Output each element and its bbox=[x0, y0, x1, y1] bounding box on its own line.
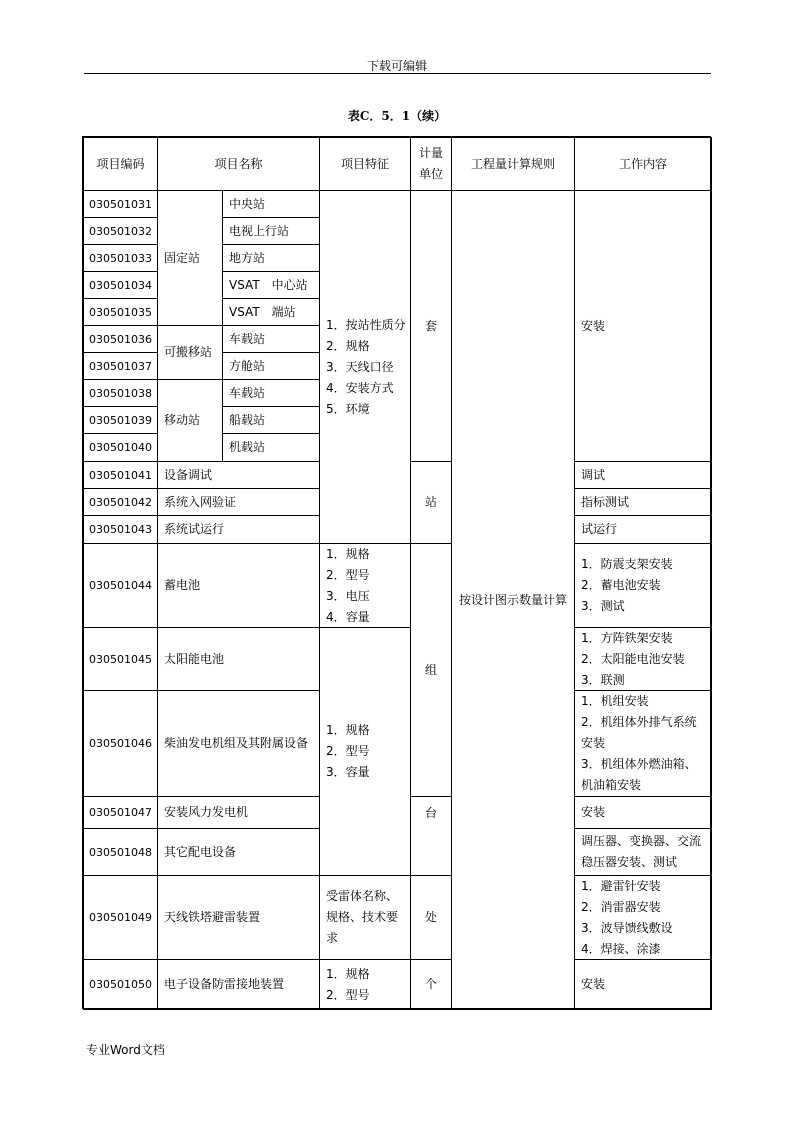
work-trial-run: 试运行 bbox=[574, 515, 712, 544]
work-distribution bbox=[574, 828, 712, 876]
code-030501046: 030501046 bbox=[83, 690, 158, 797]
feature-line: 2．型号 bbox=[326, 744, 370, 758]
work-line: 3．波导馈线敷设 bbox=[581, 920, 673, 935]
code-030501041: 030501041 bbox=[83, 461, 158, 489]
name-battery: 蓄电池 bbox=[157, 543, 320, 628]
work-wind: 安装 bbox=[574, 796, 712, 829]
unit-set: 套 bbox=[410, 190, 452, 462]
feature-line: 4．安装方式 bbox=[326, 380, 394, 395]
feature-line: 3．天线口径 bbox=[326, 359, 394, 374]
header-feature: 项目特征 bbox=[319, 137, 411, 191]
feature-text: 受雷体名称、规格、技术要求 bbox=[326, 889, 399, 945]
feature-line: 2．型号 bbox=[326, 567, 370, 582]
feature-line: 1．规格 bbox=[326, 966, 370, 981]
name-other-distribution: 其它配电设备 bbox=[157, 828, 320, 876]
name-trial-run: 系统试运行 bbox=[157, 515, 320, 544]
work-line: 3．测试 bbox=[581, 599, 625, 613]
feature-line: 2．型号 bbox=[326, 987, 370, 1002]
name-solar-cell: 太阳能电池 bbox=[157, 627, 320, 691]
page-header: 下载可编辑 bbox=[366, 59, 427, 73]
subname-tv-uplink: 电视上行站 bbox=[222, 217, 320, 245]
header-divider bbox=[84, 73, 711, 74]
work-battery bbox=[574, 543, 712, 628]
code-030501048: 030501048 bbox=[83, 828, 158, 876]
code-030501045: 030501045 bbox=[83, 627, 158, 691]
work-line: 1．方阵铁架安装 bbox=[581, 630, 673, 645]
calculation-rule: 按设计图示数量计算 bbox=[451, 190, 575, 1010]
feature-station-list bbox=[319, 190, 411, 544]
header-unit: 计量单位 bbox=[410, 137, 452, 191]
work-grounding: 安装 bbox=[574, 959, 712, 1010]
code-030501047: 030501047 bbox=[83, 796, 158, 829]
unit-station: 站 bbox=[410, 461, 452, 544]
feature-battery-list bbox=[319, 543, 411, 628]
unit-machine: 台 bbox=[410, 796, 452, 876]
work-lightning bbox=[574, 875, 712, 960]
table-title: 表C．5．1（续） bbox=[347, 109, 447, 123]
code-030501034: 030501034 bbox=[83, 271, 158, 299]
group-portable-station: 可搬移站 bbox=[157, 325, 223, 380]
code-030501042: 030501042 bbox=[83, 488, 158, 516]
feature-line: 2．规格 bbox=[326, 338, 370, 353]
name-grounding-device: 电子设备防雷接地装置 bbox=[157, 959, 320, 1010]
code-030501050: 030501050 bbox=[83, 959, 158, 1010]
work-text: 调压器、变换器、交流稳压器安装、测试 bbox=[581, 834, 702, 869]
feature-line: 1．规格 bbox=[326, 723, 370, 737]
code-030501031: 030501031 bbox=[83, 190, 158, 218]
code-030501038: 030501038 bbox=[83, 379, 158, 407]
feature-lightning bbox=[319, 875, 411, 960]
work-line: 1．机组安装 bbox=[581, 694, 649, 708]
work-line: 4．焊接、涂漆 bbox=[581, 941, 661, 956]
name-equipment-debug: 设备调试 bbox=[157, 461, 320, 489]
unit-place: 处 bbox=[410, 875, 452, 960]
code-030501036: 030501036 bbox=[83, 325, 158, 353]
work-index-test: 指标测试 bbox=[574, 488, 712, 516]
work-line: 3．联测 bbox=[581, 672, 625, 687]
subname-central: 中央站 bbox=[222, 190, 320, 218]
subname-local: 地方站 bbox=[222, 244, 320, 272]
work-line: 2．机组体外排气系统安装 bbox=[581, 715, 697, 750]
subname-airborne: 机载站 bbox=[222, 433, 320, 462]
work-solar bbox=[574, 627, 712, 691]
work-debug: 调试 bbox=[574, 461, 712, 489]
code-030501040: 030501040 bbox=[83, 433, 158, 462]
feature-line: 3．电压 bbox=[326, 588, 370, 603]
group-mobile-station: 移动站 bbox=[157, 379, 223, 462]
subname-vsat-hub: VSAT 中心站 bbox=[222, 271, 320, 299]
work-line: 1．防震支架安装 bbox=[581, 557, 673, 571]
feature-line: 5．环境 bbox=[326, 401, 370, 416]
unit-group: 组 bbox=[410, 543, 452, 797]
header-rule: 工程量计算规则 bbox=[451, 137, 575, 191]
code-030501033: 030501033 bbox=[83, 244, 158, 272]
name-diesel-generator: 柴油发电机组及其附属设备 bbox=[157, 690, 320, 797]
unit-piece: 个 bbox=[410, 959, 452, 1010]
feature-line: 1．按站性质分 bbox=[326, 317, 406, 332]
group-fixed-station: 固定站 bbox=[157, 190, 223, 326]
code-030501035: 030501035 bbox=[83, 298, 158, 326]
name-tower-lightning: 天线铁塔避雷装置 bbox=[157, 875, 320, 960]
feature-grounding-list bbox=[319, 959, 411, 1010]
quantity-table bbox=[82, 136, 711, 1009]
code-030501039: 030501039 bbox=[83, 406, 158, 434]
feature-line: 3．容量 bbox=[326, 765, 370, 779]
header-name: 项目名称 bbox=[157, 137, 320, 191]
work-line: 3．机组体外燃油箱、机油箱安装 bbox=[581, 757, 697, 792]
work-install-stations: 安装 bbox=[574, 190, 712, 462]
work-line: 1．避雷针安装 bbox=[581, 878, 661, 893]
code-030501043: 030501043 bbox=[83, 515, 158, 544]
page-footer: 专业Word文档 bbox=[86, 1043, 165, 1057]
subname-vsat-terminal: VSAT 端站 bbox=[222, 298, 320, 326]
header-work: 工作内容 bbox=[574, 137, 712, 191]
subname-shelter: 方舱站 bbox=[222, 352, 320, 380]
code-030501037: 030501037 bbox=[83, 352, 158, 380]
code-030501049: 030501049 bbox=[83, 875, 158, 960]
name-wind-generator: 安装风力发电机 bbox=[157, 796, 320, 829]
feature-line: 1．规格 bbox=[326, 546, 370, 561]
work-line: 2．蓄电池安装 bbox=[581, 578, 661, 592]
header-code: 项目编码 bbox=[83, 137, 158, 191]
feature-power-list bbox=[319, 627, 411, 876]
work-line: 2．太阳能电池安装 bbox=[581, 651, 685, 666]
name-network-verify: 系统入网验证 bbox=[157, 488, 320, 516]
feature-line: 4．容量 bbox=[326, 609, 370, 624]
work-diesel bbox=[574, 690, 712, 797]
subname-vehicle: 车载站 bbox=[222, 325, 320, 353]
subname-ship: 船载站 bbox=[222, 406, 320, 434]
code-030501044: 030501044 bbox=[83, 543, 158, 628]
subname-vehicle-mobile: 车载站 bbox=[222, 379, 320, 407]
code-030501032: 030501032 bbox=[83, 217, 158, 245]
work-line: 2．消雷器安装 bbox=[581, 899, 661, 914]
